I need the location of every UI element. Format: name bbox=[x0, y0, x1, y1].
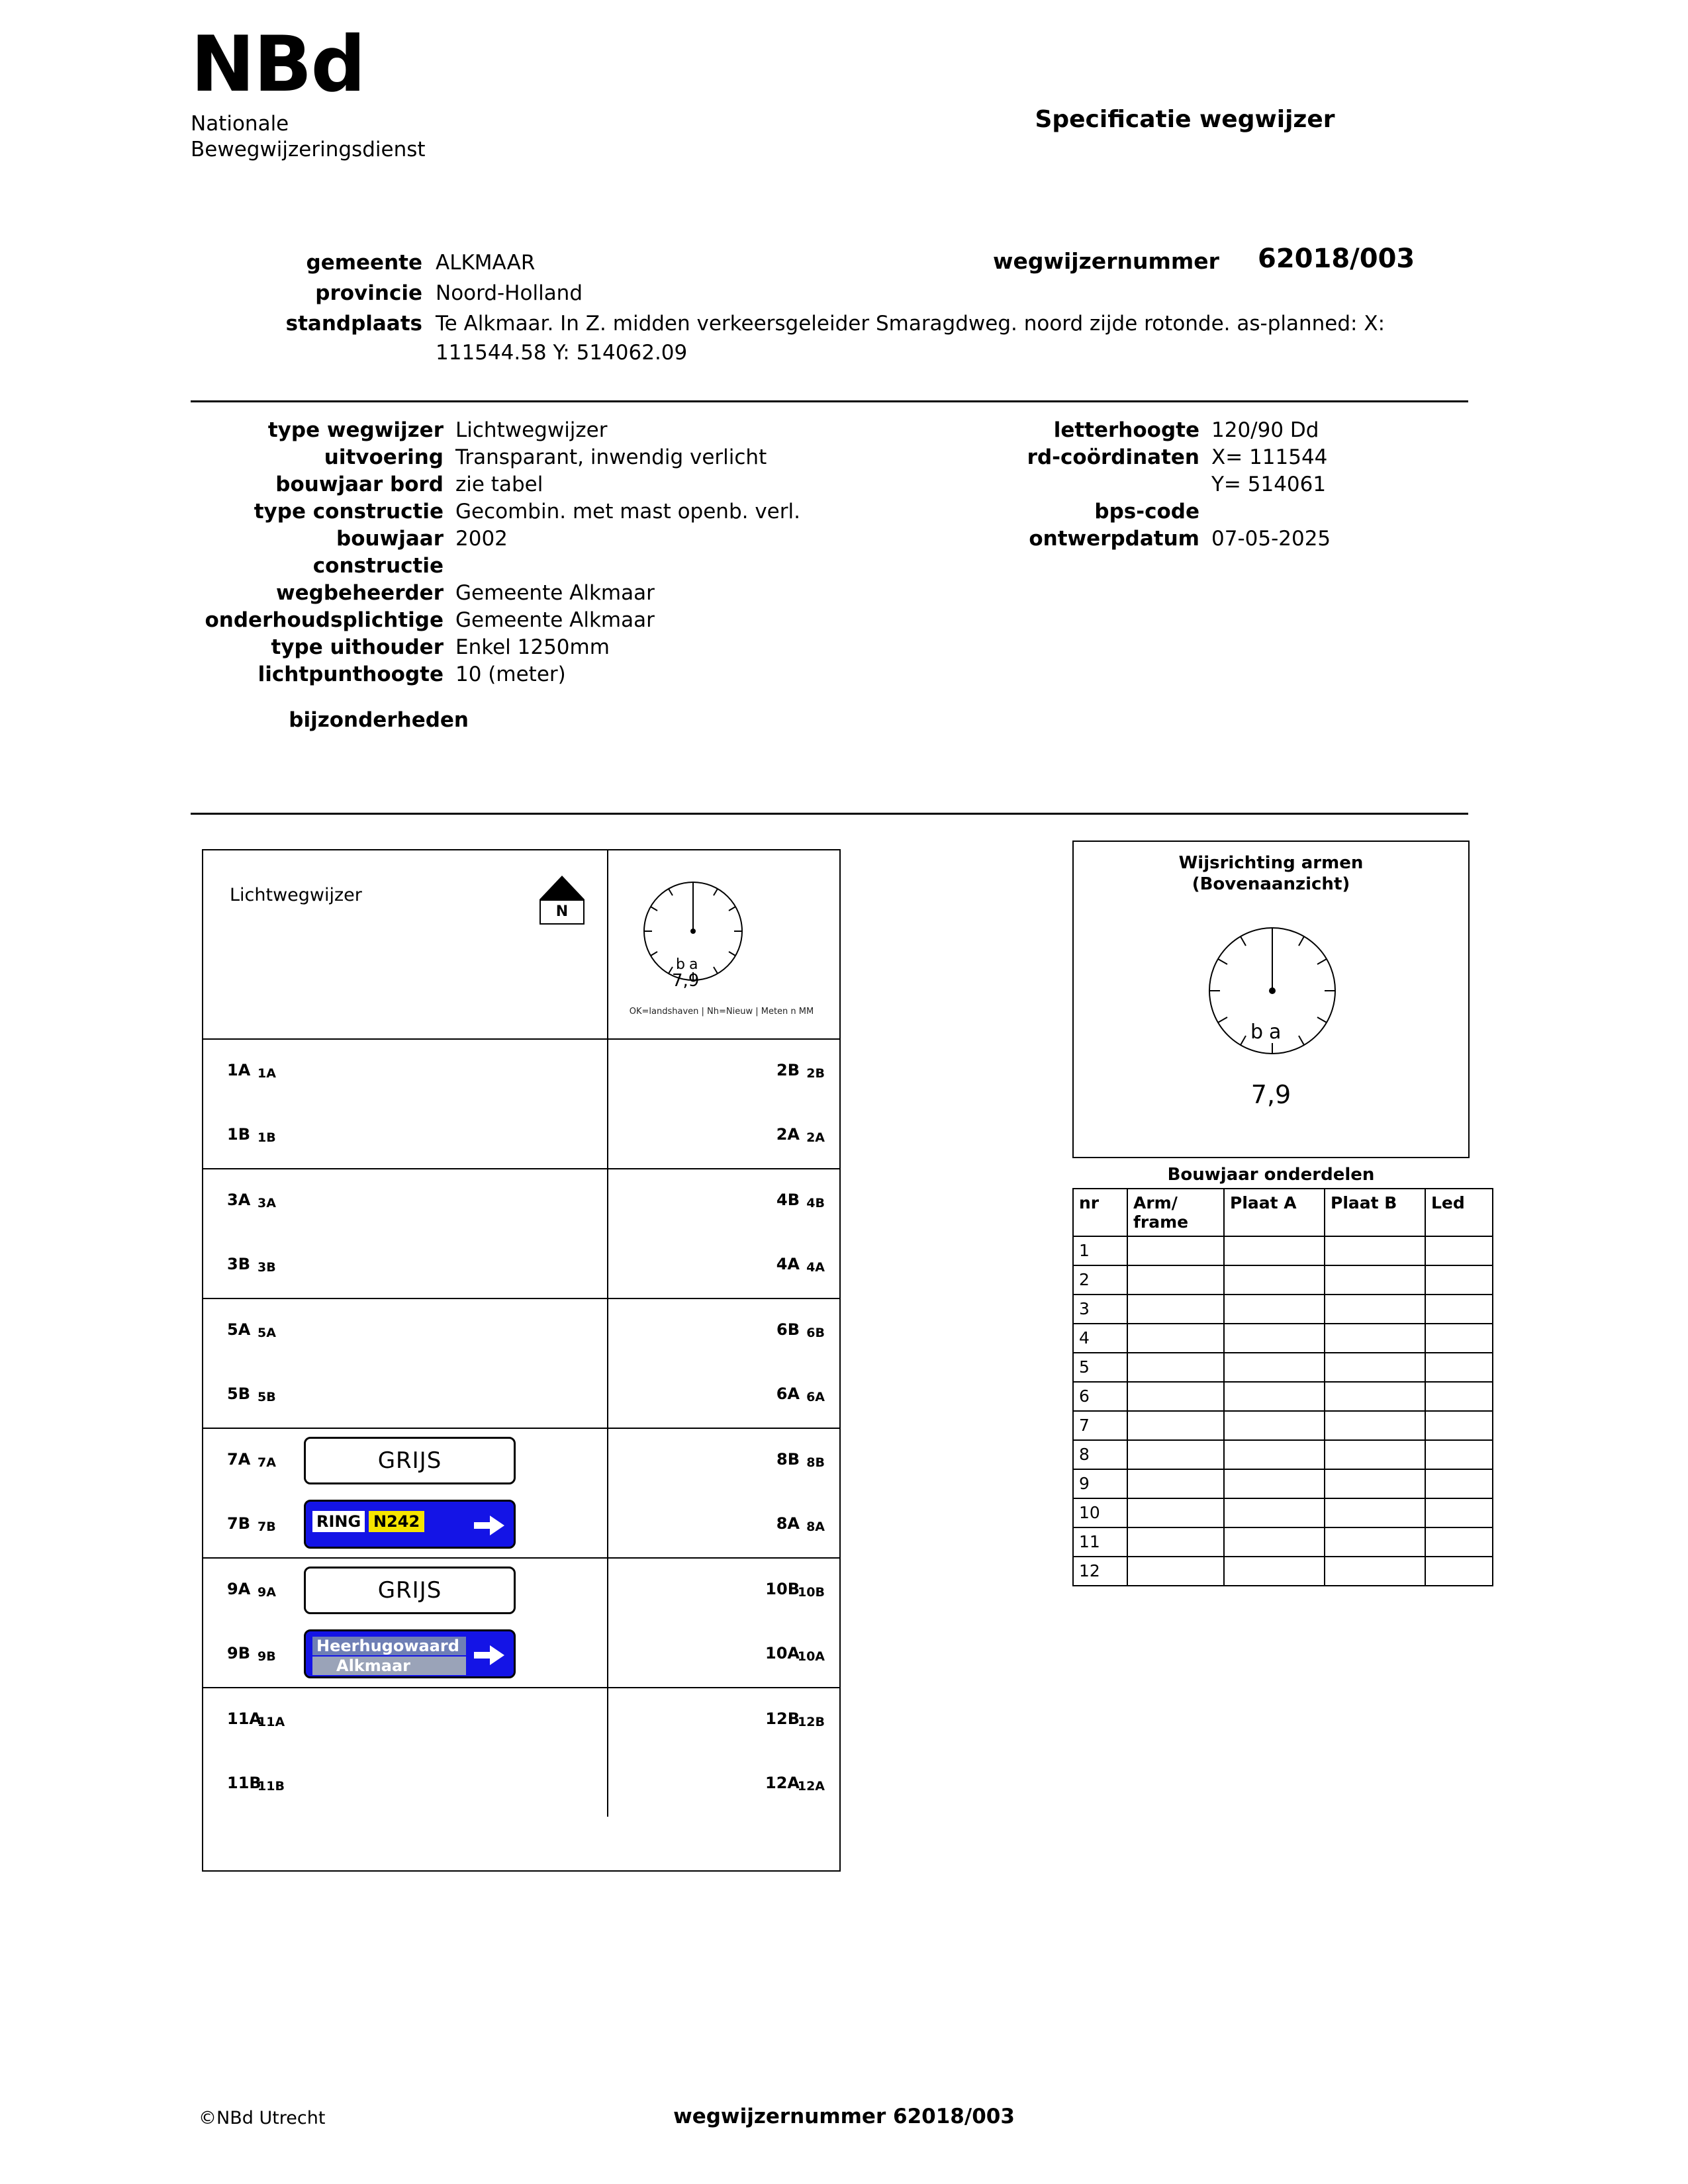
arrow-head bbox=[490, 1516, 504, 1535]
cell-led[interactable] bbox=[1425, 1236, 1493, 1265]
spec-row-bps-code bbox=[914, 498, 1470, 525]
spec-label-type-constructie: type constructie bbox=[254, 500, 444, 523]
arm-group-5 bbox=[203, 1559, 839, 1688]
cell-plaat-b[interactable] bbox=[1325, 1440, 1425, 1469]
arm-label-right-small: 10A bbox=[797, 1649, 825, 1664]
spec-label-type-wegwijzer: type wegwijzer bbox=[267, 418, 444, 442]
spec-value-rd-x: X= 111544 bbox=[1211, 445, 1328, 469]
cell-nr: 1 bbox=[1073, 1236, 1127, 1265]
dial-small-label-a: a bbox=[689, 956, 698, 973]
drawing-type-label: Lichtwegwijzer bbox=[230, 885, 362, 905]
table-row bbox=[1073, 1324, 1493, 1353]
destination-line-2: Alkmaar bbox=[312, 1657, 466, 1675]
bouwjaar-onderdelen-table bbox=[1072, 1188, 1493, 1586]
arm-label-left-small: 11A bbox=[258, 1715, 285, 1729]
table-row bbox=[203, 1299, 839, 1363]
cell-plaat-a[interactable] bbox=[1224, 1382, 1325, 1411]
cell-arm[interactable] bbox=[1127, 1469, 1224, 1498]
cell-nr: 4 bbox=[1073, 1324, 1127, 1353]
spec-row-ontwerpdatum bbox=[914, 525, 1470, 553]
cell-arm[interactable] bbox=[1127, 1382, 1224, 1411]
table-header-row bbox=[1073, 1189, 1493, 1236]
cell-plaat-a[interactable] bbox=[1224, 1353, 1325, 1382]
spec-row-wegbeheerder bbox=[191, 580, 919, 607]
arm-label-left-small: 3B bbox=[258, 1260, 276, 1275]
spec-row-type-constructie bbox=[191, 498, 919, 525]
spec-row-bouwjaar-bord bbox=[191, 471, 919, 498]
spec-row-letterhoogte bbox=[914, 417, 1470, 444]
north-arrow-icon bbox=[539, 876, 585, 926]
logo-block bbox=[191, 20, 561, 163]
spec-value-uitvoering: Transparant, inwendig verlicht bbox=[455, 445, 767, 469]
cell-led[interactable] bbox=[1425, 1411, 1493, 1440]
ident-value-provincie: Noord-Holland bbox=[436, 281, 583, 305]
cell-plaat-b[interactable] bbox=[1325, 1324, 1425, 1353]
dial-large-label-a: a bbox=[1269, 1021, 1282, 1044]
ident-label-provincie: provincie bbox=[315, 281, 422, 305]
row-divider bbox=[607, 1104, 608, 1168]
spec-label-ontwerpdatum: ontwerpdatum bbox=[1029, 527, 1199, 551]
arm-label-right-small: 4B bbox=[806, 1196, 825, 1210]
arm-label-right-big: 2A bbox=[776, 1125, 800, 1144]
table-row bbox=[1073, 1236, 1493, 1265]
arm-label-left-big: 3A bbox=[227, 1191, 251, 1209]
arrow-head bbox=[490, 1645, 504, 1665]
row-divider bbox=[607, 1234, 608, 1298]
cell-plaat-a[interactable] bbox=[1224, 1295, 1325, 1324]
spec-value-type-uithouder: Enkel 1250mm bbox=[455, 635, 610, 659]
arm-label-right-small: 8B bbox=[806, 1455, 825, 1470]
cell-arm[interactable] bbox=[1127, 1236, 1224, 1265]
arm-label-left-big: 3B bbox=[227, 1255, 250, 1273]
arrow-right-icon bbox=[474, 1516, 504, 1535]
spec-label-letterhoogte: letterhoogte bbox=[1053, 418, 1199, 442]
spec-value-bouwjaar-bord: zie tabel bbox=[455, 473, 543, 496]
spec-value-onderhoudsplichtige: Gemeente Alkmaar bbox=[455, 608, 655, 632]
table-row bbox=[203, 1493, 839, 1557]
table-row bbox=[1073, 1353, 1493, 1382]
arm-label-left-small: 11B bbox=[258, 1779, 285, 1794]
table-row bbox=[1073, 1265, 1493, 1295]
spec-row-type-uithouder bbox=[191, 634, 919, 661]
spec-label-uitvoering: uitvoering bbox=[324, 445, 444, 469]
arm-label-left-big: 11B bbox=[227, 1774, 261, 1792]
cell-led[interactable] bbox=[1425, 1527, 1493, 1557]
col-header-arm: Arm/ frame bbox=[1127, 1189, 1224, 1236]
arm-label-right-big: 6B bbox=[776, 1320, 800, 1339]
logo-subtitle-line2: Bewegwijzeringsdienst bbox=[191, 138, 426, 161]
cell-led[interactable] bbox=[1425, 1382, 1493, 1411]
cell-plaat-b[interactable] bbox=[1325, 1557, 1425, 1586]
spec-row-uitvoering bbox=[191, 444, 919, 471]
arm-label-left-big: 7B bbox=[227, 1514, 250, 1533]
orientation-dial-large bbox=[1190, 915, 1355, 1080]
arm-label-left-small: 7A bbox=[258, 1455, 276, 1470]
cell-plaat-a[interactable] bbox=[1224, 1324, 1325, 1353]
cell-nr: 3 bbox=[1073, 1295, 1127, 1324]
spec-value-rd-y: Y= 514061 bbox=[1211, 473, 1327, 496]
sign-plate-route bbox=[304, 1500, 516, 1549]
arm-label-left-small: 5A bbox=[258, 1326, 276, 1340]
cell-plaat-b[interactable] bbox=[1325, 1382, 1425, 1411]
arm-group-3 bbox=[203, 1299, 839, 1429]
wijsrichting-panel bbox=[1072, 841, 1470, 1158]
spec-label-onderhoudsplichtige: onderhoudsplichtige bbox=[205, 608, 444, 632]
row-divider bbox=[607, 1623, 608, 1687]
spec-label-wegbeheerder: wegbeheerder bbox=[276, 581, 444, 605]
arm-label-left-big: 11A bbox=[227, 1709, 261, 1728]
route-prefix-badge: RING bbox=[312, 1511, 365, 1532]
cell-led[interactable] bbox=[1425, 1295, 1493, 1324]
table-row bbox=[203, 1234, 839, 1298]
arm-label-right-small: 8A bbox=[806, 1520, 825, 1534]
col-header-led: Led bbox=[1425, 1189, 1493, 1236]
row-divider bbox=[607, 1363, 608, 1428]
sign-plate-grijs: GRIJS bbox=[304, 1567, 516, 1614]
spec-label-type-uithouder: type uithouder bbox=[271, 635, 444, 659]
bouwjaar-table-title: Bouwjaar onderdelen bbox=[1167, 1165, 1375, 1185]
cell-arm[interactable] bbox=[1127, 1557, 1224, 1586]
row-divider bbox=[607, 1040, 608, 1104]
cell-led[interactable] bbox=[1425, 1353, 1493, 1382]
table-row bbox=[203, 1623, 839, 1687]
cell-arm[interactable] bbox=[1127, 1411, 1224, 1440]
arm-label-right-small: 2B bbox=[806, 1066, 825, 1081]
arm-label-right-small: 10B bbox=[798, 1585, 825, 1600]
spec-label-bouwjaar-bord: bouwjaar bord bbox=[275, 473, 444, 496]
arm-label-left-small: 1A bbox=[258, 1066, 276, 1081]
spec-right-column bbox=[914, 417, 1470, 553]
cell-led[interactable] bbox=[1425, 1557, 1493, 1586]
drawing-scale-note: OK=landshaven | Nh=Nieuw | Meten n MM bbox=[629, 1007, 814, 1017]
col-header-plaat-b: Plaat B bbox=[1325, 1189, 1425, 1236]
spec-row-constructie bbox=[191, 553, 919, 580]
dial-small-label-b: b bbox=[676, 956, 685, 973]
table-row bbox=[1073, 1411, 1493, 1440]
cell-arm[interactable] bbox=[1127, 1440, 1224, 1469]
arm-label-right-small: 4A bbox=[806, 1260, 825, 1275]
cell-plaat-b[interactable] bbox=[1325, 1469, 1425, 1498]
spec-label-rd-coordinaten: rd-coördinaten bbox=[1027, 445, 1199, 469]
cell-plaat-b[interactable] bbox=[1325, 1498, 1425, 1527]
cell-plaat-a[interactable] bbox=[1224, 1411, 1325, 1440]
wijsrichting-title bbox=[1074, 852, 1468, 895]
footer-copyright: ©NBd Utrecht bbox=[199, 2108, 326, 2128]
logo-subtitle-line1: Nationale bbox=[191, 112, 289, 136]
table-row bbox=[203, 1559, 839, 1623]
spec-row-onderhoudsplichtige bbox=[191, 607, 919, 634]
spec-row-lichtpunthoogte bbox=[191, 661, 919, 688]
cell-plaat-a[interactable] bbox=[1224, 1527, 1325, 1557]
ident-value-gemeente: ALKMAAR bbox=[436, 251, 536, 275]
dial-small-value: 7,9 bbox=[672, 971, 700, 991]
arm-label-left-big: 5A bbox=[227, 1320, 251, 1339]
arm-group-6 bbox=[203, 1688, 839, 1817]
arm-label-right-big: 2B bbox=[776, 1061, 800, 1079]
footer-wegwijzernummer: wegwijzernummer 62018/003 bbox=[673, 2105, 1015, 2128]
spec-row-rd-coordinaten bbox=[914, 444, 1470, 471]
cell-plaat-b[interactable] bbox=[1325, 1295, 1425, 1324]
bijzonderheden-label: bijzonderheden bbox=[289, 708, 469, 732]
table-row bbox=[203, 1429, 839, 1493]
cell-plaat-a[interactable] bbox=[1224, 1265, 1325, 1295]
arm-label-right-small: 6A bbox=[806, 1390, 825, 1404]
arm-label-right-big: 8B bbox=[776, 1450, 800, 1469]
spec-value-lichtpunthoogte: 10 (meter) bbox=[455, 662, 566, 686]
col-header-plaat-a: Plaat A bbox=[1224, 1189, 1325, 1236]
spec-label-bouwjaar: bouwjaar bbox=[336, 527, 444, 551]
cell-arm[interactable] bbox=[1127, 1265, 1224, 1295]
drawing-top-divider bbox=[607, 850, 608, 1040]
cell-led[interactable] bbox=[1425, 1265, 1493, 1295]
spec-value-letterhoogte: 120/90 Dd bbox=[1211, 418, 1319, 442]
cell-led[interactable] bbox=[1425, 1440, 1493, 1469]
sign-plate-destination bbox=[304, 1629, 516, 1678]
arrow-right-icon bbox=[474, 1645, 504, 1665]
cell-arm[interactable] bbox=[1127, 1498, 1224, 1527]
arm-label-right-big: 4B bbox=[776, 1191, 800, 1209]
spec-value-bouwjaar: 2002 bbox=[455, 527, 508, 551]
ident-label-gemeente: gemeente bbox=[306, 251, 422, 275]
arm-label-left-big: 1B bbox=[227, 1125, 250, 1144]
cell-nr: 10 bbox=[1073, 1498, 1127, 1527]
row-divider bbox=[607, 1299, 608, 1363]
divider-bottom bbox=[191, 813, 1468, 815]
arm-label-left-big: 9A bbox=[227, 1580, 251, 1598]
spec-row-type-wegwijzer bbox=[191, 417, 919, 444]
wijsrichting-title-line2: (Bovenaanzicht) bbox=[1192, 874, 1350, 894]
row-divider bbox=[607, 1429, 608, 1493]
sign-plate-grijs: GRIJS bbox=[304, 1437, 516, 1484]
cell-arm[interactable] bbox=[1127, 1295, 1224, 1324]
wegwijzernummer-label: wegwijzernummer bbox=[993, 248, 1219, 274]
table-row bbox=[203, 1688, 839, 1752]
cell-plaat-b[interactable] bbox=[1325, 1265, 1425, 1295]
table-row bbox=[1073, 1498, 1493, 1527]
arm-label-right-big: 6A bbox=[776, 1385, 800, 1403]
table-row bbox=[1073, 1469, 1493, 1498]
arm-label-left-big: 1A bbox=[227, 1061, 251, 1079]
cell-arm[interactable] bbox=[1127, 1353, 1224, 1382]
arm-group-2 bbox=[203, 1169, 839, 1299]
arm-label-right-small: 6B bbox=[806, 1326, 825, 1340]
spec-row-bouwjaar bbox=[191, 525, 919, 553]
arm-label-right-big: 8A bbox=[776, 1514, 800, 1533]
cell-plaat-a[interactable] bbox=[1224, 1469, 1325, 1498]
dial-large-label-b: b bbox=[1250, 1021, 1264, 1044]
cell-plaat-a[interactable] bbox=[1224, 1557, 1325, 1586]
destination-line-1: Heerhugowaard bbox=[312, 1637, 466, 1655]
spec-value-ontwerpdatum: 07-05-2025 bbox=[1211, 527, 1331, 551]
table-row bbox=[203, 1104, 839, 1168]
ident-value-standplaats: Te Alkmaar. In Z. midden verkeersgeleider Smaragdweg. noord zijde rotonde. as-planned: X: 111544.58 Y: 514062.09 bbox=[436, 312, 1385, 365]
arm-label-left-small: 9B bbox=[258, 1649, 276, 1664]
table-row bbox=[1073, 1527, 1493, 1557]
cell-arm[interactable] bbox=[1127, 1324, 1224, 1353]
cell-nr: 11 bbox=[1073, 1527, 1127, 1557]
drawing-top-section bbox=[203, 850, 839, 1040]
cell-nr: 7 bbox=[1073, 1411, 1127, 1440]
ident-row-provincie bbox=[191, 279, 1448, 308]
cell-nr: 2 bbox=[1073, 1265, 1127, 1295]
row-divider bbox=[607, 1493, 608, 1557]
arm-label-left-big: 9B bbox=[227, 1644, 250, 1662]
cell-plaat-b[interactable] bbox=[1325, 1236, 1425, 1265]
cell-plaat-a[interactable] bbox=[1224, 1236, 1325, 1265]
logo-wordmark: NBd bbox=[191, 20, 365, 109]
arm-label-left-big: 7A bbox=[227, 1450, 251, 1469]
arm-label-left-small: 1B bbox=[258, 1130, 276, 1145]
spec-label-bps-code: bps-code bbox=[1094, 500, 1199, 523]
cell-nr: 5 bbox=[1073, 1353, 1127, 1382]
cell-nr: 8 bbox=[1073, 1440, 1127, 1469]
spec-value-type-wegwijzer: Lichtwegwijzer bbox=[455, 418, 608, 442]
table-row bbox=[1073, 1295, 1493, 1324]
arm-group-1 bbox=[203, 1040, 839, 1169]
page-title: Specificatie wegwijzer bbox=[1035, 106, 1335, 133]
table-row bbox=[203, 1169, 839, 1234]
cell-led[interactable] bbox=[1425, 1469, 1493, 1498]
divider-top bbox=[191, 400, 1468, 402]
row-divider bbox=[607, 1688, 608, 1752]
row-divider bbox=[607, 1559, 608, 1623]
row-divider bbox=[607, 1752, 608, 1817]
table-row bbox=[203, 1040, 839, 1104]
arm-label-right-big: 10B bbox=[765, 1580, 800, 1598]
arm-label-left-small: 5B bbox=[258, 1390, 276, 1404]
table-row bbox=[203, 1363, 839, 1428]
spec-label-lichtpunthoogte: lichtpunthoogte bbox=[258, 662, 444, 686]
cell-nr: 6 bbox=[1073, 1382, 1127, 1411]
arm-group-4 bbox=[203, 1429, 839, 1559]
spec-value-wegbeheerder: Gemeente Alkmaar bbox=[455, 581, 655, 605]
arm-label-right-small: 12B bbox=[798, 1715, 825, 1729]
arm-label-right-big: 12A bbox=[765, 1774, 800, 1792]
arm-label-left-small: 9A bbox=[258, 1585, 276, 1600]
spec-row-rd-y bbox=[914, 471, 1470, 498]
table-row bbox=[1073, 1382, 1493, 1411]
spec-value-type-constructie: Gecombin. met mast openb. verl. bbox=[455, 500, 800, 523]
table-row bbox=[1073, 1557, 1493, 1586]
cell-plaat-b[interactable] bbox=[1325, 1411, 1425, 1440]
arm-label-right-small: 12A bbox=[797, 1779, 825, 1794]
arm-rows-grid bbox=[203, 1040, 839, 1817]
arm-label-right-big: 12B bbox=[765, 1709, 800, 1728]
cell-led[interactable] bbox=[1425, 1324, 1493, 1353]
cell-plaat-a[interactable] bbox=[1224, 1498, 1325, 1527]
route-number-badge: N242 bbox=[369, 1511, 424, 1532]
cell-nr: 12 bbox=[1073, 1557, 1127, 1586]
table-row bbox=[1073, 1440, 1493, 1469]
wijsrichting-title-line1: Wijsrichting armen bbox=[1178, 853, 1364, 873]
cell-plaat-b[interactable] bbox=[1325, 1353, 1425, 1382]
dial-large-value: 7,9 bbox=[1250, 1080, 1291, 1109]
arm-label-right-big: 10A bbox=[765, 1644, 800, 1662]
cell-led[interactable] bbox=[1425, 1498, 1493, 1527]
arm-label-right-big: 4A bbox=[776, 1255, 800, 1273]
spec-label-constructie: constructie bbox=[312, 554, 444, 578]
col-header-nr: nr bbox=[1073, 1189, 1127, 1236]
cell-plaat-a[interactable] bbox=[1224, 1440, 1325, 1469]
north-arrow-letter: N bbox=[539, 899, 585, 925]
north-arrow-triangle bbox=[539, 876, 585, 899]
orientation-dial-small bbox=[627, 870, 759, 1003]
cell-plaat-b[interactable] bbox=[1325, 1527, 1425, 1557]
ident-label-standplaats: standplaats bbox=[285, 312, 422, 336]
cell-nr: 9 bbox=[1073, 1469, 1127, 1498]
arm-label-right-small: 2A bbox=[806, 1130, 825, 1145]
wegwijzernummer-value: 62018/003 bbox=[1258, 244, 1415, 274]
ident-row-standplaats bbox=[191, 309, 1448, 367]
wegwijzer-drawing bbox=[202, 849, 841, 1872]
arm-label-left-small: 7B bbox=[258, 1520, 276, 1534]
row-divider bbox=[607, 1169, 608, 1234]
spec-left-column bbox=[191, 417, 919, 688]
table-row bbox=[203, 1752, 839, 1817]
cell-arm[interactable] bbox=[1127, 1527, 1224, 1557]
arm-label-left-big: 5B bbox=[227, 1385, 250, 1403]
arm-label-left-small: 3A bbox=[258, 1196, 276, 1210]
